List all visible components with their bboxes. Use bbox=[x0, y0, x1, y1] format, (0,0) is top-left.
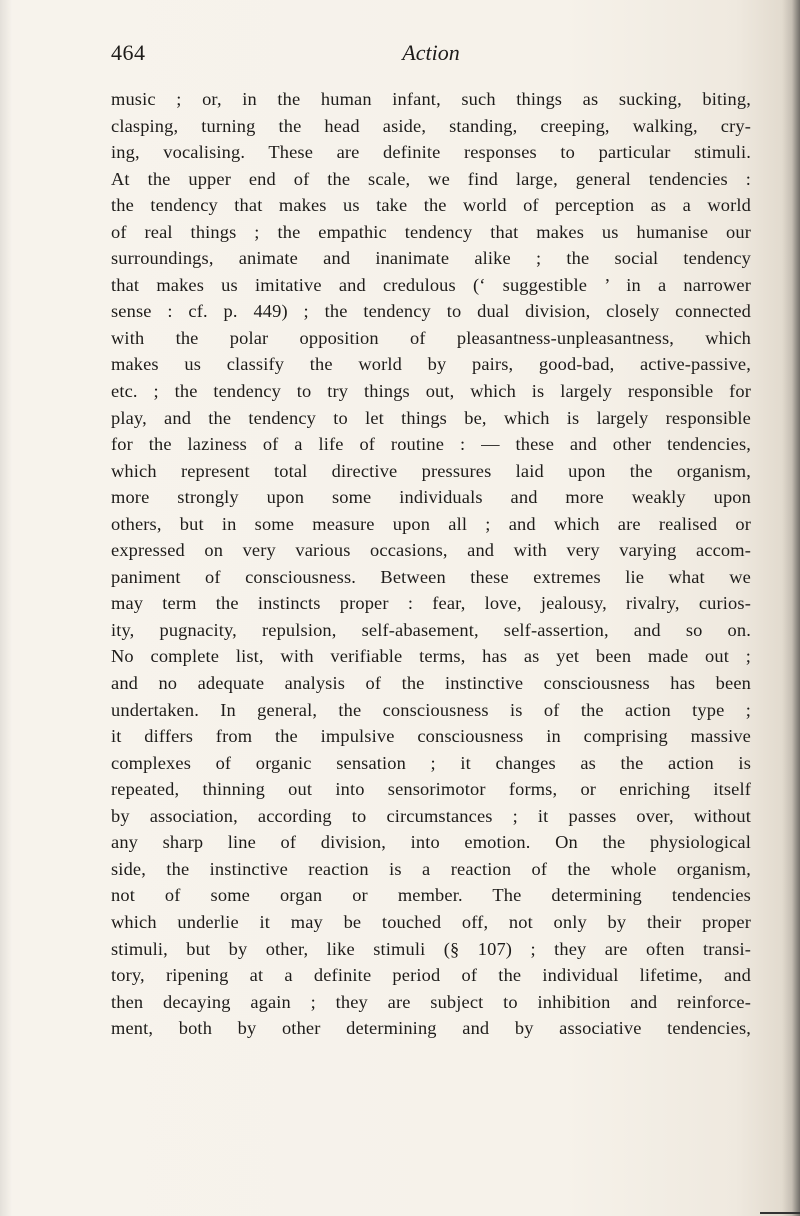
text-line: others, but in some measure upon all ; and which are realised or bbox=[111, 513, 751, 534]
text-line: and no adequate analysis of the instinctive consciousness has been bbox=[111, 673, 751, 694]
text-line: No complete list, with verifiable terms, has as yet been made out ; bbox=[111, 646, 751, 667]
text-line: ing, vocalising. These are definite responses to particular stimuli. bbox=[111, 142, 751, 163]
text-line: At the upper end of the scale, we find large, general tendencies : bbox=[111, 168, 751, 189]
text-line: for the laziness of a life of routine : — these and other tendencies, bbox=[111, 434, 751, 455]
text-line: clasping, turning the head aside, standing, creeping, walking, cry- bbox=[111, 115, 751, 136]
text-line: paniment of consciousness. Between these extremes lie what we bbox=[111, 566, 751, 587]
page-header bbox=[111, 40, 751, 70]
text-line: which represent total directive pressures laid upon the organism, bbox=[111, 460, 751, 481]
text-line: side, the instinctive reaction is a reaction of the whole organism, bbox=[111, 858, 751, 879]
text-line: not of some organ or member. The determining tendencies bbox=[111, 885, 751, 906]
text-line: makes us classify the world by pairs, good-bad, active-passive, bbox=[111, 354, 751, 375]
text-line: surroundings, animate and inanimate alike ; the social tendency bbox=[111, 248, 751, 269]
text-line: of real things ; the empathic tendency that makes us humanise our bbox=[111, 221, 751, 242]
text-line: tory, ripening at a definite period of the individual lifetime, and bbox=[111, 965, 751, 986]
text-line: which underlie it may be touched off, not only by their proper bbox=[111, 911, 751, 932]
text-line: may term the instincts proper : fear, love, jealousy, rivalry, curios- bbox=[111, 593, 751, 614]
text-line: more strongly upon some individuals and more weakly upon bbox=[111, 487, 751, 508]
page-edge-rule bbox=[760, 1212, 800, 1214]
page-edge-shadow bbox=[782, 0, 800, 1216]
text-line: ment, both by other determining and by associative tendencies, bbox=[111, 1018, 751, 1039]
body-text bbox=[111, 86, 751, 1042]
text-line: it differs from the impulsive consciousness in comprising massive bbox=[111, 726, 751, 747]
text-line: undertaken. In general, the consciousness is of the action type ; bbox=[111, 699, 751, 720]
text-line: stimuli, but by other, like stimuli (§ 107) ; they are often transi- bbox=[111, 938, 751, 959]
text-line: repeated, thinning out into sensorimotor forms, or enriching itself bbox=[111, 779, 751, 800]
text-line: play, and the tendency to let things be, which is largely responsible bbox=[111, 407, 751, 428]
text-line: complexes of organic sensation ; it changes as the action is bbox=[111, 752, 751, 773]
text-line: etc. ; the tendency to try things out, which is largely responsible for bbox=[111, 381, 751, 402]
running-head: Action bbox=[402, 40, 460, 65]
text-line: ity, pugnacity, repulsion, self-abasement, self-assertion, and so on. bbox=[111, 619, 751, 640]
text-line: any sharp line of division, into emotion. On the physiological bbox=[111, 832, 751, 853]
text-line: sense : cf. p. 449) ; the tendency to dual division, closely connected bbox=[111, 301, 751, 322]
text-line: that makes us imitative and credulous (‘ suggestible ’ in a narrower bbox=[111, 274, 751, 295]
text-line: the tendency that makes us take the world of perception as a world bbox=[111, 195, 751, 216]
page-number: 464 bbox=[111, 40, 146, 65]
gutter-shadow bbox=[0, 0, 12, 1216]
text-line: then decaying again ; they are subject to inhibition and reinforce- bbox=[111, 991, 751, 1012]
text-line: by association, according to circumstances ; it passes over, without bbox=[111, 805, 751, 826]
text-line: with the polar opposition of pleasantness-unpleasantness, which bbox=[111, 327, 751, 348]
text-line: expressed on very various occasions, and with very varying accom- bbox=[111, 540, 751, 561]
text-line: music ; or, in the human infant, such things as sucking, biting, bbox=[111, 89, 751, 109]
